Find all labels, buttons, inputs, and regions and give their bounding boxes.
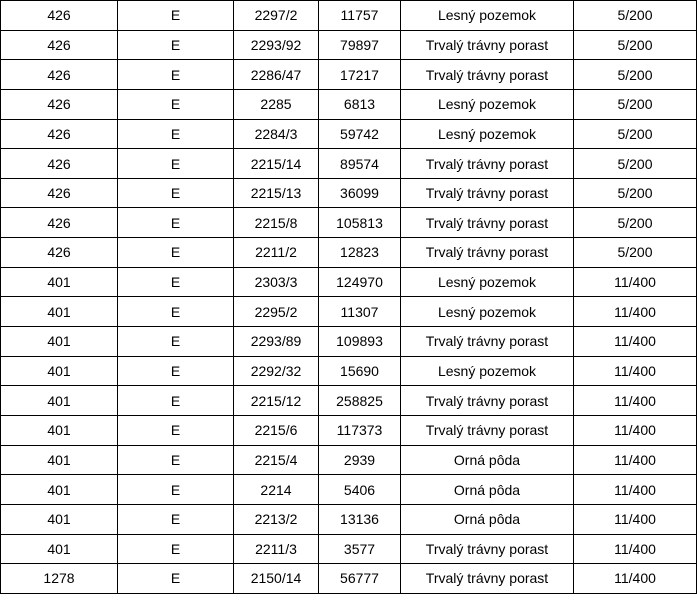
register-cell: E: [118, 178, 234, 208]
register-cell: E: [118, 60, 234, 90]
register-cell: E: [118, 119, 234, 149]
share-cell: 11/400: [574, 267, 697, 297]
land-type-cell: Lesný pozemok: [401, 267, 574, 297]
area-cell: 5406: [319, 475, 401, 505]
parcel-number-cell: 2215/4: [234, 445, 319, 475]
area-cell: 79897: [319, 30, 401, 60]
table-row: [1, 415, 697, 445]
owner-number-cell: 426: [1, 60, 118, 90]
parcel-number-cell: 2303/3: [234, 267, 319, 297]
area-cell: 3577: [319, 534, 401, 564]
owner-number-cell: 1278: [1, 564, 118, 594]
owner-number-cell: 401: [1, 386, 118, 416]
share-cell: 11/400: [574, 386, 697, 416]
owner-number-cell: 426: [1, 149, 118, 179]
register-cell: E: [118, 149, 234, 179]
owner-number-cell: 401: [1, 415, 118, 445]
share-cell: 5/200: [574, 60, 697, 90]
parcel-number-cell: 2215/13: [234, 178, 319, 208]
owner-number-cell: 426: [1, 30, 118, 60]
land-type-cell: Trvalý trávny porast: [401, 208, 574, 238]
parcel-number-cell: 2284/3: [234, 119, 319, 149]
owner-number-cell: 426: [1, 238, 118, 268]
area-cell: 6813: [319, 89, 401, 119]
owner-number-cell: 401: [1, 327, 118, 357]
area-cell: 109893: [319, 327, 401, 357]
parcel-number-cell: 2297/2: [234, 1, 319, 31]
parcel-number-cell: 2293/92: [234, 30, 319, 60]
area-cell: 13136: [319, 504, 401, 534]
table-row: [1, 534, 697, 564]
land-type-cell: Lesný pozemok: [401, 1, 574, 31]
register-cell: E: [118, 327, 234, 357]
area-cell: 124970: [319, 267, 401, 297]
owner-number-cell: 401: [1, 534, 118, 564]
parcel-number-cell: 2150/14: [234, 564, 319, 594]
table-row: [1, 60, 697, 90]
share-cell: 5/200: [574, 30, 697, 60]
land-type-cell: Orná pôda: [401, 445, 574, 475]
area-cell: 117373: [319, 415, 401, 445]
register-cell: E: [118, 267, 234, 297]
share-cell: 11/400: [574, 504, 697, 534]
table-row: [1, 445, 697, 475]
area-cell: 258825: [319, 386, 401, 416]
table-row: [1, 297, 697, 327]
table-row: [1, 564, 697, 594]
share-cell: 5/200: [574, 178, 697, 208]
parcel-number-cell: 2285: [234, 89, 319, 119]
area-cell: 2939: [319, 445, 401, 475]
parcel-number-cell: 2215/8: [234, 208, 319, 238]
area-cell: 11307: [319, 297, 401, 327]
register-cell: E: [118, 445, 234, 475]
register-cell: E: [118, 475, 234, 505]
area-cell: 59742: [319, 119, 401, 149]
parcel-number-cell: 2213/2: [234, 504, 319, 534]
area-cell: 36099: [319, 178, 401, 208]
register-cell: E: [118, 564, 234, 594]
owner-number-cell: 401: [1, 504, 118, 534]
owner-number-cell: 426: [1, 89, 118, 119]
owner-number-cell: 401: [1, 475, 118, 505]
area-cell: 11757: [319, 1, 401, 31]
share-cell: 5/200: [574, 149, 697, 179]
parcel-number-cell: 2295/2: [234, 297, 319, 327]
land-type-cell: Orná pôda: [401, 504, 574, 534]
land-type-cell: Trvalý trávny porast: [401, 564, 574, 594]
share-cell: 5/200: [574, 89, 697, 119]
share-cell: 5/200: [574, 1, 697, 31]
parcel-number-cell: 2215/6: [234, 415, 319, 445]
land-type-cell: Trvalý trávny porast: [401, 238, 574, 268]
share-cell: 11/400: [574, 297, 697, 327]
land-type-cell: Lesný pozemok: [401, 89, 574, 119]
share-cell: 11/400: [574, 445, 697, 475]
owner-number-cell: 401: [1, 297, 118, 327]
owner-number-cell: 401: [1, 356, 118, 386]
share-cell: 11/400: [574, 475, 697, 505]
area-cell: 105813: [319, 208, 401, 238]
owner-number-cell: 426: [1, 208, 118, 238]
table-row: [1, 208, 697, 238]
land-type-cell: Trvalý trávny porast: [401, 415, 574, 445]
register-cell: E: [118, 504, 234, 534]
table-row: [1, 504, 697, 534]
share-cell: 5/200: [574, 208, 697, 238]
area-cell: 12823: [319, 238, 401, 268]
register-cell: E: [118, 89, 234, 119]
share-cell: 11/400: [574, 327, 697, 357]
table-row: [1, 119, 697, 149]
parcel-number-cell: 2215/14: [234, 149, 319, 179]
land-type-cell: Trvalý trávny porast: [401, 386, 574, 416]
share-cell: 11/400: [574, 534, 697, 564]
table-row: [1, 30, 697, 60]
share-cell: 5/200: [574, 238, 697, 268]
table-row: [1, 89, 697, 119]
register-cell: E: [118, 30, 234, 60]
land-type-cell: Lesný pozemok: [401, 297, 574, 327]
table-row: [1, 238, 697, 268]
owner-number-cell: 401: [1, 267, 118, 297]
register-cell: E: [118, 238, 234, 268]
parcel-number-cell: 2215/12: [234, 386, 319, 416]
parcel-number-cell: 2214: [234, 475, 319, 505]
parcel-number-cell: 2211/3: [234, 534, 319, 564]
land-type-cell: Trvalý trávny porast: [401, 30, 574, 60]
owner-number-cell: 426: [1, 178, 118, 208]
land-type-cell: Lesný pozemok: [401, 356, 574, 386]
register-cell: E: [118, 1, 234, 31]
register-cell: E: [118, 356, 234, 386]
register-cell: E: [118, 208, 234, 238]
area-cell: 56777: [319, 564, 401, 594]
area-cell: 89574: [319, 149, 401, 179]
register-cell: E: [118, 534, 234, 564]
land-type-cell: Trvalý trávny porast: [401, 534, 574, 564]
area-cell: 17217: [319, 60, 401, 90]
share-cell: 11/400: [574, 564, 697, 594]
land-type-cell: Trvalý trávny porast: [401, 178, 574, 208]
parcel-number-cell: 2293/89: [234, 327, 319, 357]
table-row: [1, 149, 697, 179]
parcel-number-cell: 2292/32: [234, 356, 319, 386]
owner-number-cell: 426: [1, 119, 118, 149]
register-cell: E: [118, 297, 234, 327]
table-row: [1, 386, 697, 416]
table-row: [1, 267, 697, 297]
share-cell: 5/200: [574, 119, 697, 149]
area-cell: 15690: [319, 356, 401, 386]
share-cell: 11/400: [574, 356, 697, 386]
land-type-cell: Trvalý trávny porast: [401, 327, 574, 357]
share-cell: 11/400: [574, 415, 697, 445]
owner-number-cell: 401: [1, 445, 118, 475]
register-cell: E: [118, 415, 234, 445]
land-type-cell: Trvalý trávny porast: [401, 60, 574, 90]
table-row: [1, 327, 697, 357]
table-row: [1, 1, 697, 31]
table-row: [1, 178, 697, 208]
table-body: [1, 1, 697, 594]
parcel-number-cell: 2286/47: [234, 60, 319, 90]
owner-number-cell: 426: [1, 1, 118, 31]
parcel-number-cell: 2211/2: [234, 238, 319, 268]
land-type-cell: Lesný pozemok: [401, 119, 574, 149]
table-row: [1, 475, 697, 505]
register-cell: E: [118, 386, 234, 416]
table-row: [1, 356, 697, 386]
land-type-cell: Orná pôda: [401, 475, 574, 505]
land-type-cell: Trvalý trávny porast: [401, 149, 574, 179]
